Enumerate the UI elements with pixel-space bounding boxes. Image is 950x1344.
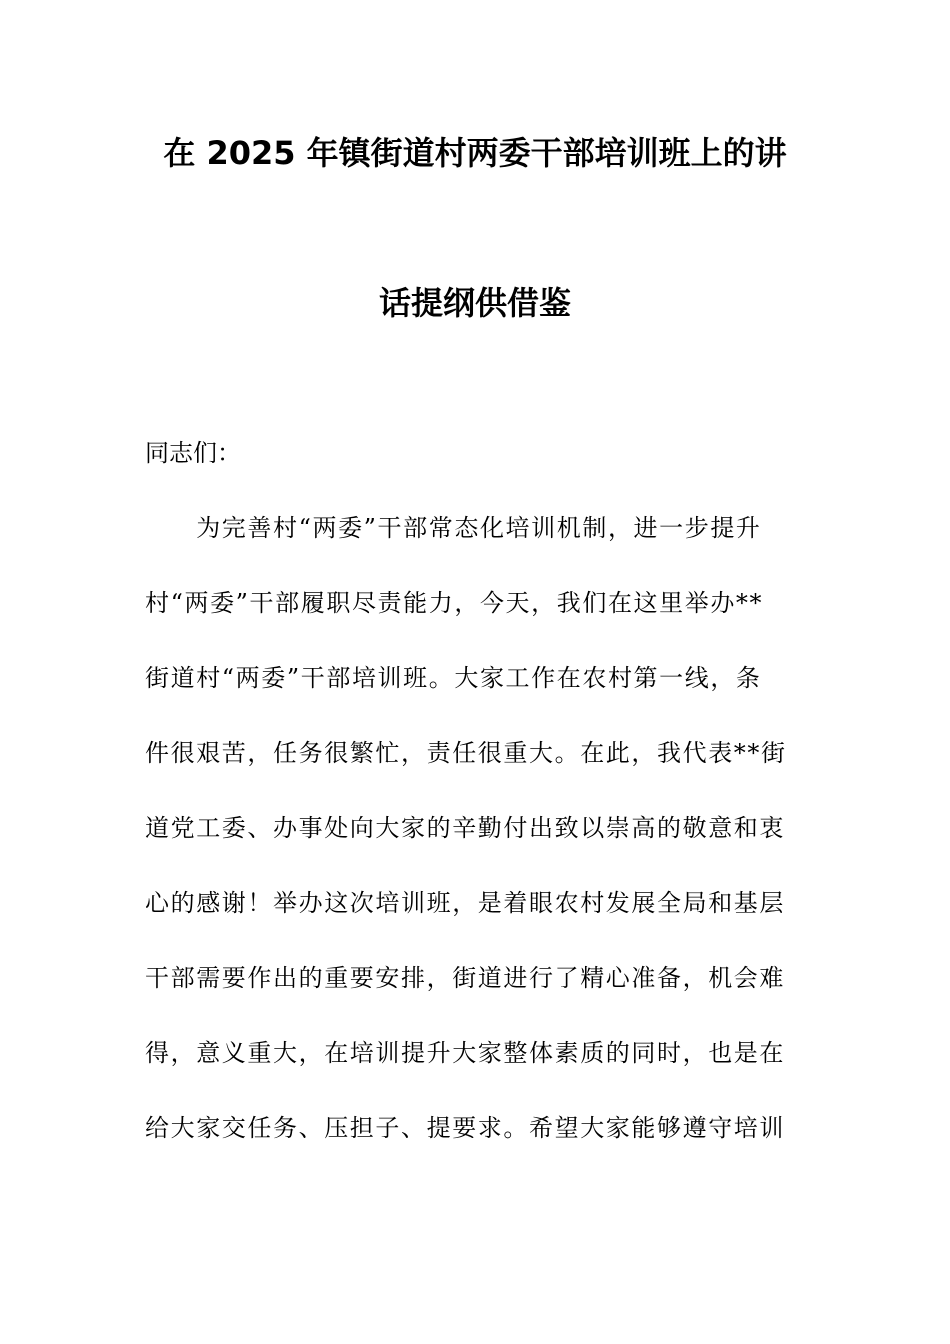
paragraph-line: 给大家交任务、压担子、提要求。希望大家能够遵守培训 (145, 1114, 785, 1142)
paragraph-line: 街道村“两委”干部培训班。大家工作在农村第一线，条 (145, 664, 762, 692)
paragraph-line: 道党工委、办事处向大家的辛勤付出致以崇高的敬意和衷 (145, 814, 785, 842)
paragraph-line: 村“两委”干部履职尽责能力，今天，我们在这里举办** (145, 589, 764, 617)
paragraph-line: 心的感谢！举办这次培训班，是着眼农村发展全局和基层 (145, 889, 785, 917)
document-title-line-1: 在 2025 年镇街道村两委干部培训班上的讲 (163, 134, 787, 172)
paragraph-line: 件很艰苦，任务很繁忙，责任很重大。在此，我代表**街 (145, 739, 787, 767)
paragraph-line: 干部需要作出的重要安排，街道进行了精心准备，机会难 (145, 964, 785, 992)
document-title-line-2: 话提纲供借鉴 (378, 284, 571, 322)
paragraph-line: 得，意义重大，在培训提升大家整体素质的同时，也是在 (145, 1039, 785, 1067)
salutation: 同志们： (145, 439, 241, 467)
paragraph-line: 为完善村“两委”干部常态化培训机制，进一步提升 (145, 514, 762, 542)
